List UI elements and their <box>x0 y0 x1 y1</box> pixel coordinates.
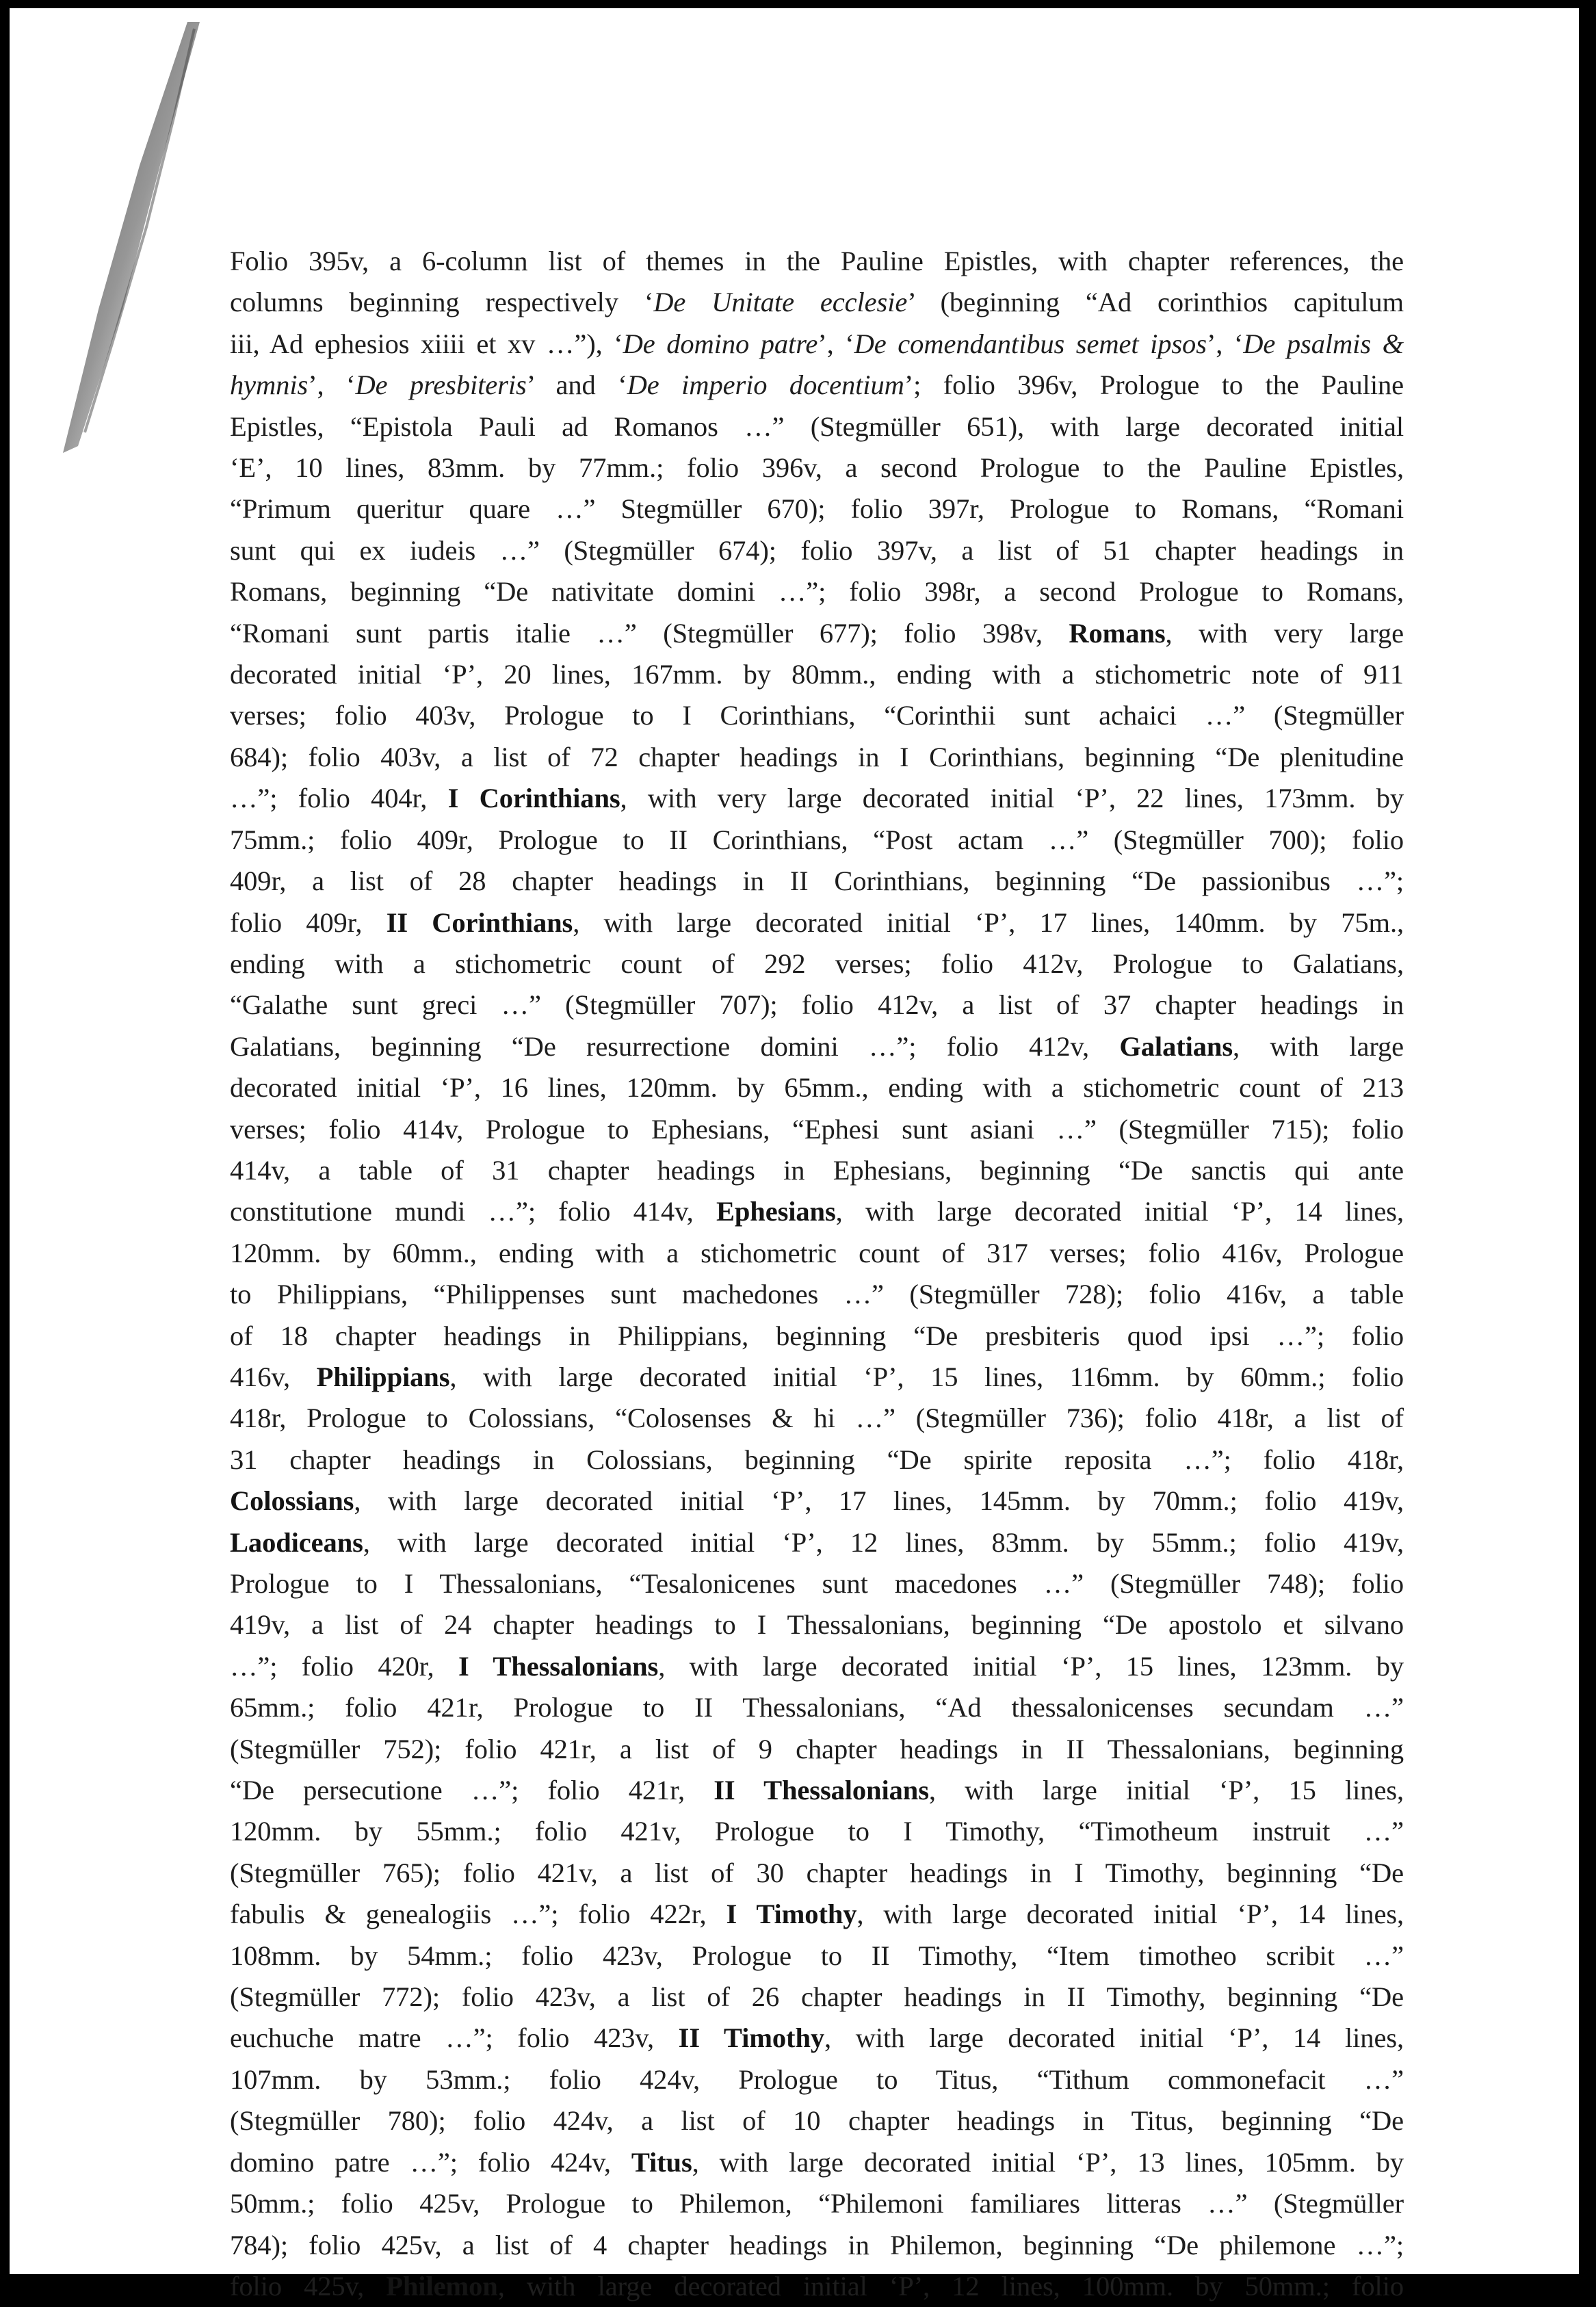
book-title: II Timothy <box>678 2022 825 2054</box>
text-run: , with large decorated initial ‘P’, 13 lines, 105mm. by <box>692 2146 1404 2178</box>
text-run: 419v, a list of 24 chapter headings to I Thessalonians, beginning “De apostolo et silvano <box>230 1609 1404 1641</box>
text-run: , with large decorated initial ‘P’, 15 lines, 116mm. by 60mm.; folio <box>449 1361 1404 1392</box>
book-title: Galatians <box>1119 1030 1233 1062</box>
text-run: 418r, Prologue to Colossians, “Colosenses & hi …” (Stegmüller 736); folio 418r, a list of <box>230 1403 1404 1434</box>
latin-incipit: De psalmis & <box>1243 328 1404 359</box>
book-title: I Corinthians <box>447 783 620 814</box>
text-run: ’; folio 396v, Prologue to the Pauline <box>904 369 1404 401</box>
document-page <box>10 8 1579 2302</box>
text-run: , with very large <box>1165 617 1404 649</box>
text-line <box>230 1233 1404 1274</box>
book-title: Romans <box>1069 617 1166 649</box>
book-title: Philippians <box>316 1361 450 1392</box>
text-run: (Stegmüller 772); folio 423v, a list of 26 chapter headings in II Timothy, beginning “De <box>230 1981 1404 2013</box>
text-run: 50mm.; folio 425v, Prologue to Philemon, “Philemoni familiares litteras …” (Stegmüller <box>230 2188 1404 2219</box>
text-line <box>230 1274 1404 1315</box>
text-run: (Stegmüller 752); folio 421r, a list of 9 chapter headings in II Thessalonians, beginning <box>230 1733 1404 1764</box>
text-run: of 18 chapter headings in Philippians, beginning “De presbiteris quod ipsi …”; folio <box>230 1320 1404 1351</box>
text-run: 409r, a list of 28 chapter headings in II Corinthians, beginning “De passionibus …”; <box>230 865 1404 897</box>
text-line <box>230 1646 1404 1687</box>
text-run: columns beginning respectively ‘ <box>230 287 654 318</box>
latin-incipit: hymnis <box>230 369 309 401</box>
text-line <box>230 365 1404 406</box>
text-run: verses; folio 403v, Prologue to I Corinthians, “Corinthii sunt achaici …” (Stegmüller <box>230 700 1404 731</box>
text-line <box>230 1729 1404 1770</box>
text-line <box>230 1853 1404 1894</box>
text-run: (Stegmüller 765); folio 421v, a list of 30 chapter headings in I Timothy, beginning “De <box>230 1857 1404 1888</box>
text-run: “Primum queritur quare …” Stegmüller 670); folio 397r, Prologue to Romans, “Romani <box>230 493 1404 525</box>
text-run: 120mm. by 55mm.; folio 421v, Prologue to I Timothy, “Timotheum instruit …” <box>230 1816 1404 1847</box>
catalogue-description <box>230 241 1404 2307</box>
text-line <box>230 2100 1404 2141</box>
text-run: folio 425v, <box>230 2270 387 2302</box>
text-run: fabulis & genealogiis …”; folio 422r, <box>230 1899 727 1930</box>
text-run: euchuche matre …”; folio 423v, <box>230 2022 679 2054</box>
text-run: verses; folio 414v, Prologue to Ephesians, “Ephesi sunt asiani …” (Stegmüller 715); folio <box>230 1113 1404 1145</box>
text-run: 31 chapter headings in Colossians, beginning “De spirite reposita …”; folio 418r, <box>230 1444 1404 1475</box>
text-line <box>230 820 1404 861</box>
text-run: domino patre …”; folio 424v, <box>230 2146 631 2178</box>
text-line <box>230 2142 1404 2183</box>
text-line <box>230 447 1404 488</box>
text-run: “De persecutione …”; folio 421r, <box>230 1775 714 1806</box>
text-line <box>230 861 1404 902</box>
text-line <box>230 1191 1404 1232</box>
text-run: ending with a stichometric count of 292 verses; folio 412v, Prologue to Galatians, <box>230 948 1404 979</box>
text-line <box>230 1811 1404 1852</box>
text-run: “Galathe sunt greci …” (Stegmüller 707); folio 412v, a list of 37 chapter headings in <box>230 989 1404 1021</box>
text-run: Folio 395v, a 6-column list of themes in the Pauline Epistles, with chapter references, the <box>230 246 1404 276</box>
text-run: 120mm. by 60mm., ending with a stichometric count of 317 verses; folio 416v, Prologue <box>230 1237 1404 1268</box>
latin-incipit: De imperio docentium <box>627 369 904 401</box>
text-run: , with large decorated initial ‘P’, 12 lines, 100mm. by 50mm.; folio <box>497 2270 1404 2302</box>
text-line <box>230 241 1404 282</box>
text-line <box>230 1604 1404 1645</box>
text-run: Romans, beginning “De nativitate domini …”; folio 398r, a second Prologue to Romans, <box>230 576 1404 608</box>
text-line <box>230 1481 1404 1522</box>
text-run: ’, ‘ <box>308 369 356 401</box>
text-run: 684); folio 403v, a list of 72 chapter headings in I Corinthians, beginning “De plenitudine <box>230 741 1404 772</box>
book-title: Philemon <box>386 2270 498 2302</box>
text-line <box>230 406 1404 447</box>
text-run: Epistles, “Epistola Pauli ad Romanos …” (Stegmüller 651), with large decorated initial <box>230 410 1404 442</box>
text-run: Galatians, beginning “De resurrectione domini …”; folio 412v, <box>230 1030 1120 1062</box>
text-run: , with large <box>1233 1030 1404 1062</box>
book-title: I Thessalonians <box>458 1650 659 1682</box>
text-run: , with large decorated initial ‘P’, 14 lines, <box>856 1899 1404 1930</box>
text-line <box>230 1894 1404 1935</box>
text-line <box>230 1770 1404 1811</box>
text-run: , with large decorated initial ‘P’, 14 lines, <box>835 1196 1404 1227</box>
text-line <box>230 571 1404 612</box>
text-line <box>230 1067 1404 1108</box>
text-line <box>230 902 1404 943</box>
text-line <box>230 488 1404 530</box>
text-line <box>230 282 1404 323</box>
text-line <box>230 985 1404 1026</box>
text-line <box>230 530 1404 571</box>
text-run: decorated initial ‘P’, 16 lines, 120mm. by 65mm., ending with a stichometric count of 213 <box>230 1072 1404 1104</box>
text-run: ’ and ‘ <box>526 369 627 401</box>
text-line <box>230 324 1404 365</box>
text-line <box>230 2225 1404 2266</box>
text-run: , with large decorated initial ‘P’, 12 lines, 83mm. by 55mm.; folio 419v, <box>363 1526 1404 1558</box>
book-title: Ephesians <box>716 1196 836 1227</box>
book-title: Colossians <box>230 1485 354 1517</box>
text-run: constitutione mundi …”; folio 414v, <box>230 1196 716 1227</box>
text-run: 416v, <box>230 1361 317 1392</box>
book-title: Titus <box>631 2146 692 2178</box>
text-run: , with large decorated initial ‘P’, 17 lines, 140mm. by 75m., <box>573 907 1404 938</box>
text-run: 75mm.; folio 409r, Prologue to II Corinthians, “Post actam …” (Stegmüller 700); folio <box>230 824 1404 855</box>
text-run: , with large decorated initial ‘P’, 15 lines, 123mm. by <box>658 1650 1404 1682</box>
text-line <box>230 1687 1404 1728</box>
text-run: ’, ‘ <box>817 328 854 359</box>
latin-incipit: De comendantibus semet ipsos <box>854 328 1207 359</box>
text-run: , with very large decorated initial ‘P’, 22 lines, 173mm. by <box>620 783 1404 814</box>
text-run: …”; folio 404r, <box>230 783 448 814</box>
text-run: Prologue to I Thessalonians, “Tesalonicenes sunt macedones …” (Stegmüller 748); folio <box>230 1568 1404 1599</box>
text-line <box>230 613 1404 654</box>
text-run: to Philippians, “Philippenses sunt machedones …” (Stegmüller 728); folio 416v, a table <box>230 1279 1404 1310</box>
text-run: decorated initial ‘P’, 20 lines, 167mm. by 80mm., ending with a stichometric note of 911 <box>230 659 1404 690</box>
book-title: II Thessalonians <box>714 1775 929 1806</box>
text-run: iii, Ad ephesios xiiii et xv …”), ‘ <box>230 328 623 359</box>
text-line <box>230 2059 1404 2100</box>
text-run: sunt qui ex iudeis …” (Stegmüller 674); folio 397v, a list of 51 chapter headings in <box>230 534 1404 566</box>
text-line <box>230 695 1404 736</box>
latin-incipit: De presbiteris <box>355 369 527 401</box>
book-title: I Timothy <box>726 1899 857 1930</box>
text-run: 65mm.; folio 421r, Prologue to II Thessalonians, “Ad thessalonicenses secundam …” <box>230 1692 1404 1723</box>
book-title: II Corinthians <box>386 907 573 938</box>
text-line <box>230 2183 1404 2224</box>
text-run: “Romani sunt partis italie …” (Stegmüller 677); folio 398v, <box>230 617 1069 649</box>
text-line <box>230 1026 1404 1067</box>
text-line <box>230 2266 1404 2307</box>
text-line <box>230 1398 1404 1439</box>
text-line <box>230 1935 1404 1977</box>
text-run: , with large initial ‘P’, 15 lines, <box>928 1775 1404 1806</box>
book-title: Laodiceans <box>230 1526 363 1558</box>
text-run: 108mm. by 54mm.; folio 423v, Prologue to II Timothy, “Item timotheo scribit …” <box>230 1940 1404 1971</box>
text-run: , with large decorated initial ‘P’, 14 lines, <box>824 2022 1404 2054</box>
text-run: 784); folio 425v, a list of 4 chapter headings in Philemon, beginning “De philemone …”; <box>230 2229 1404 2260</box>
text-line <box>230 1522 1404 1563</box>
text-line <box>230 2018 1404 2059</box>
latin-incipit: De domino patre <box>623 328 818 359</box>
text-line <box>230 737 1404 778</box>
text-line <box>230 1977 1404 2018</box>
text-line <box>230 1109 1404 1150</box>
text-run: …”; folio 420r, <box>230 1650 459 1682</box>
text-run: ’ (beginning “Ad corinthios capitulum <box>907 287 1404 318</box>
text-run: (Stegmüller 780); folio 424v, a list of 10 chapter headings in Titus, beginning “De <box>230 2105 1404 2137</box>
text-run: 107mm. by 53mm.; folio 424v, Prologue to Titus, “Tithum commonefacit …” <box>230 2063 1404 2095</box>
text-line <box>230 1563 1404 1604</box>
text-line <box>230 1316 1404 1357</box>
text-line <box>230 1439 1404 1481</box>
text-line <box>230 943 1404 985</box>
text-line <box>230 1357 1404 1398</box>
text-line <box>230 1150 1404 1191</box>
text-line <box>230 778 1404 819</box>
text-run: folio 409r, <box>230 907 387 938</box>
latin-incipit: De Unitate ecclesie <box>653 287 908 318</box>
text-run: ’, ‘ <box>1206 328 1244 359</box>
text-run: ‘E’, 10 lines, 83mm. by 77mm.; folio 396v, a second Prologue to the Pauline Epistles, <box>230 452 1404 484</box>
text-line <box>230 654 1404 695</box>
text-run: , with large decorated initial ‘P’, 17 lines, 145mm. by 70mm.; folio 419v, <box>354 1485 1404 1517</box>
scan-smudge-mark <box>57 22 201 460</box>
text-run: 414v, a table of 31 chapter headings in Ephesians, beginning “De sanctis qui ante <box>230 1154 1404 1186</box>
